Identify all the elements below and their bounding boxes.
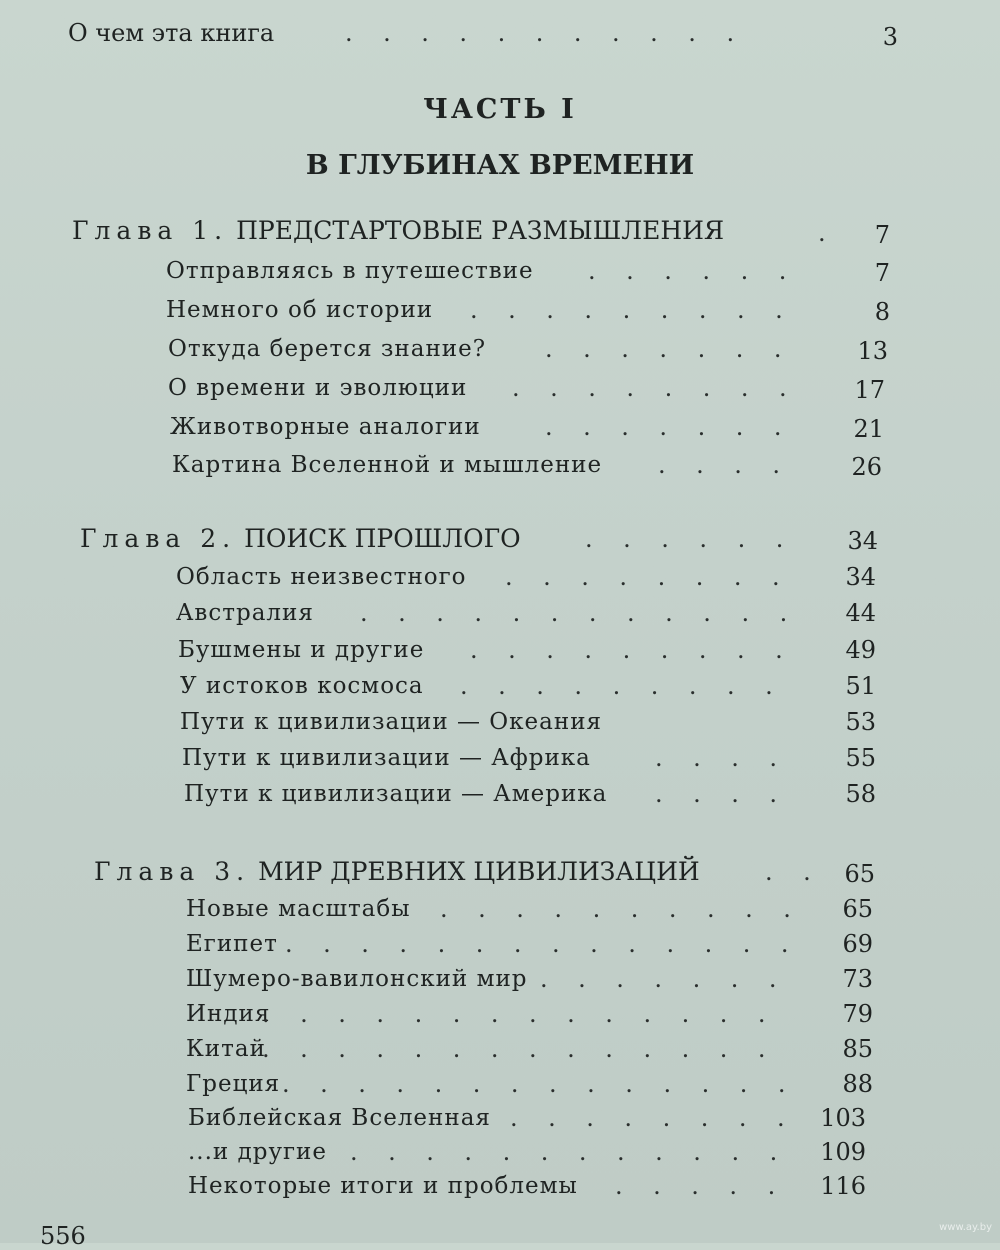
toc-entry bbox=[188, 1171, 578, 1201]
entry-page: 69 bbox=[842, 930, 873, 958]
toc-entry bbox=[186, 929, 278, 959]
leader-dots: . . . . . . . . . bbox=[460, 672, 773, 700]
chapter-label: Глава 1. bbox=[72, 216, 229, 245]
leader-dots: . . . . . bbox=[615, 1172, 776, 1200]
entry-title: Индия bbox=[186, 1001, 271, 1027]
entry-page: 85 bbox=[842, 1035, 873, 1063]
toc-entry bbox=[182, 743, 591, 773]
entry-title: Некоторые итоги и проблемы bbox=[188, 1173, 578, 1199]
leader-dots: . . . . . . . . . . . . . . bbox=[282, 1070, 786, 1098]
entry-page: 51 bbox=[845, 672, 876, 700]
toc-entry bbox=[186, 964, 528, 994]
entry-page: 8 bbox=[874, 298, 890, 326]
chapter-page: 65 bbox=[844, 860, 875, 888]
entry-page: 17 bbox=[854, 376, 885, 404]
toc-entry bbox=[176, 562, 467, 592]
toc-entry bbox=[186, 1069, 280, 1099]
leader-dots: . . . . . . bbox=[588, 257, 787, 285]
entry-page: 109 bbox=[820, 1138, 866, 1166]
leader-dots: . . . . . . . . . . . . . . bbox=[285, 930, 789, 958]
entry-title: Животворные аналогии bbox=[170, 414, 481, 440]
watermark: www.ay.by bbox=[939, 1222, 992, 1233]
entry-page: 79 bbox=[842, 1000, 873, 1028]
leader-dots: . . . . . . . . bbox=[510, 1104, 785, 1132]
leader-dots: . . . . . . bbox=[585, 525, 784, 553]
entry-title: Греция bbox=[186, 1071, 281, 1097]
leader-dots: . . . . . . . bbox=[540, 965, 777, 993]
toc-entry bbox=[168, 334, 486, 364]
leader-dots: . . . . . . . bbox=[545, 413, 782, 441]
toc-entry bbox=[170, 412, 481, 442]
entry-page: 58 bbox=[845, 780, 876, 808]
entry-title: Библейская Вселенная bbox=[188, 1105, 491, 1131]
leader-dots: . bbox=[818, 219, 826, 247]
toc-entry-intro bbox=[68, 18, 274, 48]
chapter-heading bbox=[94, 857, 700, 887]
leader-dots: . . . . . . . . . bbox=[470, 636, 783, 664]
toc-entry bbox=[184, 779, 607, 809]
entry-page: 21 bbox=[853, 415, 884, 443]
entry-title: О чем эта книга bbox=[68, 19, 275, 47]
entry-title: Немного об истории bbox=[166, 297, 434, 323]
leader-dots: . . . . bbox=[655, 744, 778, 772]
entry-title: Египет bbox=[186, 931, 278, 957]
entry-title: У истоков космоса bbox=[180, 673, 424, 699]
leader-dots: . . . . . . . . . . . . . . bbox=[262, 1000, 766, 1028]
toc-entry bbox=[188, 1103, 491, 1133]
entry-page: 88 bbox=[842, 1070, 873, 1098]
chapter-label: Глава 2. bbox=[80, 524, 237, 553]
toc-entry bbox=[186, 894, 411, 924]
leader-dots: . . . . . . . . . . . . . . bbox=[262, 1035, 766, 1063]
entry-title: Шумеро-вавилонский мир bbox=[186, 966, 528, 992]
chapter-heading bbox=[80, 524, 521, 554]
part-label: ЧАСТЬ I bbox=[423, 94, 577, 125]
entry-page: 26 bbox=[851, 453, 882, 481]
leader-dots: . . bbox=[765, 858, 811, 886]
chapter-title: ПОИСК ПРОШЛОГО bbox=[244, 524, 521, 553]
entry-page: 116 bbox=[820, 1172, 866, 1200]
toc-entry bbox=[166, 295, 433, 325]
toc-entry bbox=[188, 1137, 327, 1167]
entry-page: 34 bbox=[845, 563, 876, 591]
entry-title: Откуда берется знание? bbox=[168, 336, 487, 362]
entry-page: 3 bbox=[882, 23, 898, 51]
toc-entry bbox=[180, 707, 602, 737]
toc-entry bbox=[186, 1034, 266, 1064]
page-number: 556 bbox=[40, 1222, 86, 1250]
entry-title: Австралия bbox=[176, 600, 314, 626]
part-title: В ГЛУБИНАХ ВРЕМЕНИ bbox=[305, 150, 695, 181]
entry-title: Бушмены и другие bbox=[178, 637, 425, 663]
leader-dots: . . . . . . . . . . . . bbox=[360, 599, 788, 627]
leader-dots: . . . . . . . . bbox=[505, 563, 780, 591]
chapter-heading bbox=[72, 216, 724, 246]
leader-dots: . . . . . . . . . . . bbox=[345, 19, 735, 47]
toc-entry bbox=[178, 635, 424, 665]
entry-title: Пути к цивилизации — Америка bbox=[184, 781, 608, 807]
toc-entry bbox=[180, 671, 424, 701]
entry-title: Китай bbox=[186, 1036, 266, 1062]
chapter-label: Глава 3. bbox=[94, 857, 251, 886]
chapter-page: 7 bbox=[874, 221, 890, 249]
toc-entry bbox=[172, 450, 602, 480]
toc-entry bbox=[186, 999, 270, 1029]
entry-title: Отправляясь в путешествие bbox=[166, 258, 534, 284]
toc-entry bbox=[166, 256, 534, 286]
entry-title: Новые масштабы bbox=[186, 896, 411, 922]
leader-dots: . . . . . . . . . . bbox=[440, 895, 791, 923]
chapter-title: ПРЕДСТАРТОВЫЕ РАЗМЫШЛЕНИЯ bbox=[236, 216, 725, 245]
chapter-page: 34 bbox=[847, 527, 878, 555]
toc-entry bbox=[168, 373, 467, 403]
leader-dots: . . . . . . . . bbox=[512, 374, 787, 402]
entry-page: 7 bbox=[874, 259, 890, 287]
entry-page: 44 bbox=[845, 599, 876, 627]
entry-title: Пути к цивилизации — Океания bbox=[180, 709, 603, 735]
entry-title: Картина Вселенной и мышление bbox=[172, 452, 603, 478]
entry-page: 73 bbox=[842, 965, 873, 993]
entry-page: 65 bbox=[842, 895, 873, 923]
entry-title: ...и другие bbox=[188, 1139, 327, 1165]
entry-title: Область неизвестного bbox=[176, 564, 467, 590]
entry-page: 53 bbox=[845, 708, 876, 736]
leader-dots: . . . . . . . . . bbox=[470, 296, 783, 324]
entry-title: О времени и эволюции bbox=[168, 375, 468, 401]
chapter-title: МИР ДРЕВНИХ ЦИВИЛИЗАЦИЙ bbox=[258, 857, 700, 886]
entry-page: 103 bbox=[820, 1104, 866, 1132]
entry-page: 55 bbox=[845, 744, 876, 772]
entry-page: 49 bbox=[845, 636, 876, 664]
leader-dots: . . . . . . . bbox=[545, 335, 782, 363]
toc-entry bbox=[176, 598, 314, 628]
entry-page: 13 bbox=[857, 337, 888, 365]
leader-dots: . . . . . . . . . . . . bbox=[350, 1138, 778, 1166]
entry-title: Пути к цивилизации — Африка bbox=[182, 745, 591, 771]
leader-dots: . . . . bbox=[658, 451, 781, 479]
leader-dots: . . . . bbox=[655, 780, 778, 808]
